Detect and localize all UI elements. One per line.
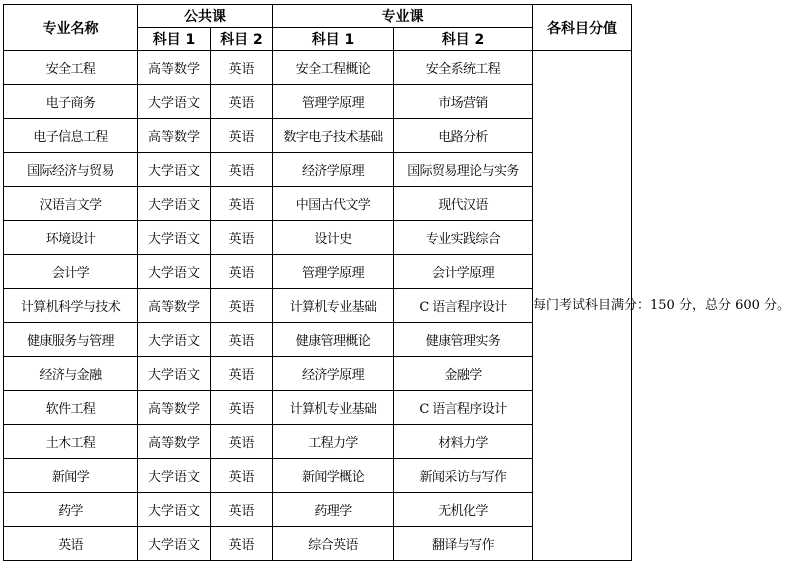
major-subject-2-cell: 安全系统工程 [394,51,533,85]
major-subject-1-cell: 经济学原理 [273,153,394,187]
public-subject-2-cell: 英语 [211,119,273,153]
major-subject-1-cell: 安全工程概论 [273,51,394,85]
major-name-cell: 安全工程 [4,51,138,85]
major-subject-2-cell: 无机化学 [394,493,533,527]
major-name-cell: 经济与金融 [4,357,138,391]
header-row-top [4,5,632,28]
major-course-header: 专业课 [273,5,533,28]
major-name-cell: 英语 [4,527,138,561]
public-subject-1-cell: 大学语文 [138,357,211,391]
public-subject-1-cell: 大学语文 [138,221,211,255]
major-subject-1-cell: 药理学 [273,493,394,527]
public-subject-2-cell: 英语 [211,391,273,425]
public-subject-1-cell: 大学语文 [138,153,211,187]
major-name-cell: 土木工程 [4,425,138,459]
major-name-cell: 环境设计 [4,221,138,255]
major-name-cell: 国际经济与贸易 [4,153,138,187]
public-subject-2-cell: 英语 [211,221,273,255]
public-subject-1-cell: 高等数学 [138,289,211,323]
major-subject-2-header: 科目 2 [394,28,533,51]
major-subject-1-cell: 工程力学 [273,425,394,459]
public-subject-2-header: 科目 2 [211,28,273,51]
major-subject-2-cell: 会计学原理 [394,255,533,289]
major-subject-1-cell: 经济学原理 [273,357,394,391]
public-subject-2-cell: 英语 [211,255,273,289]
major-name-cell: 会计学 [4,255,138,289]
major-subject-2-cell: 健康管理实务 [394,323,533,357]
major-subject-1-cell: 设计史 [273,221,394,255]
major-subject-2-cell: 市场营销 [394,85,533,119]
public-subject-2-cell: 英语 [211,323,273,357]
major-subject-1-header: 科目 1 [273,28,394,51]
public-subject-2-cell: 英语 [211,425,273,459]
public-course-header: 公共课 [138,5,273,28]
public-subject-1-cell: 大学语文 [138,493,211,527]
public-subject-2-cell: 英语 [211,527,273,561]
public-subject-2-cell: 英语 [211,51,273,85]
exam-subjects-document [3,4,790,561]
major-name-cell: 电子信息工程 [4,119,138,153]
public-subject-2-cell: 英语 [211,357,273,391]
major-subject-2-cell: C 语言程序设计 [394,289,533,323]
public-subject-1-header: 科目 1 [138,28,211,51]
major-subject-1-cell: 计算机专业基础 [273,391,394,425]
score-header: 各科目分值 [533,5,632,51]
exam-subjects-table [3,4,790,561]
major-name-cell: 健康服务与管理 [4,323,138,357]
major-subject-2-cell: 国际贸易理论与实务 [394,153,533,187]
public-subject-2-cell: 英语 [211,187,273,221]
major-name-cell: 药学 [4,493,138,527]
major-name-cell: 汉语言文学 [4,187,138,221]
major-subject-1-cell: 管理学原理 [273,85,394,119]
public-subject-1-cell: 大学语文 [138,459,211,493]
public-subject-2-cell: 英语 [211,85,273,119]
major-subject-2-cell: 现代汉语 [394,187,533,221]
score-note: 每门考试科目满分：150 分，总分 600 分。 [533,51,632,561]
major-name-header: 专业名称 [4,5,138,51]
public-subject-1-cell: 大学语文 [138,85,211,119]
major-subject-1-cell: 数字电子技术基础 [273,119,394,153]
public-subject-1-cell: 大学语文 [138,323,211,357]
table-row [4,51,632,85]
major-subject-1-cell: 管理学原理 [273,255,394,289]
major-subject-2-cell: 材料力学 [394,425,533,459]
major-name-cell: 计算机科学与技术 [4,289,138,323]
major-subject-1-cell: 计算机专业基础 [273,289,394,323]
major-name-cell: 新闻学 [4,459,138,493]
public-subject-2-cell: 英语 [211,493,273,527]
major-subject-2-cell: 新闻采访与写作 [394,459,533,493]
major-name-cell: 电子商务 [4,85,138,119]
major-subject-2-cell: C 语言程序设计 [394,391,533,425]
public-subject-1-cell: 大学语文 [138,187,211,221]
major-subject-2-cell: 金融学 [394,357,533,391]
table-body [4,51,790,561]
major-subject-1-cell: 新闻学概论 [273,459,394,493]
public-subject-1-cell: 大学语文 [138,527,211,561]
public-subject-1-cell: 高等数学 [138,391,211,425]
major-subject-2-cell: 电路分析 [394,119,533,153]
major-subject-1-cell: 综合英语 [273,527,394,561]
major-subject-1-cell: 健康管理概论 [273,323,394,357]
public-subject-2-cell: 英语 [211,289,273,323]
major-subject-2-cell: 专业实践综合 [394,221,533,255]
public-subject-1-cell: 高等数学 [138,51,211,85]
public-subject-2-cell: 英语 [211,153,273,187]
major-subject-1-cell: 中国古代文学 [273,187,394,221]
public-subject-2-cell: 英语 [211,459,273,493]
major-name-cell: 软件工程 [4,391,138,425]
major-subject-2-cell: 翻译与写作 [394,527,533,561]
public-subject-1-cell: 高等数学 [138,425,211,459]
public-subject-1-cell: 大学语文 [138,255,211,289]
public-subject-1-cell: 高等数学 [138,119,211,153]
